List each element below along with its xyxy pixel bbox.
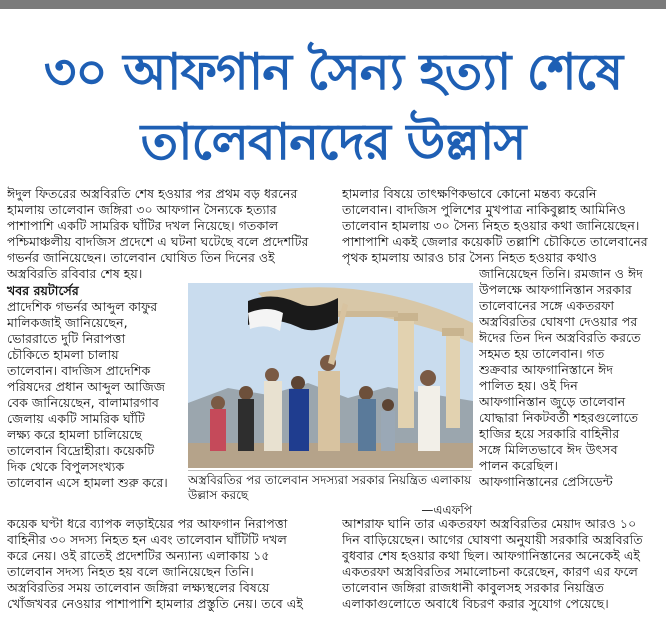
text-line: দিক থেকে বিপুলসংখ্যক (7, 459, 125, 474)
text-line: সঙ্গে মিলিতভাবে ঈদ উৎসব (479, 442, 618, 457)
text-line: চৌকিতে হামলা চালায় (7, 347, 119, 362)
right-bottom-paragraph (342, 516, 660, 612)
text-line: ঈদুল ফিতরের অস্ত্রবিরতি শেষ হওয়ার পর প্রথম বড় ধরনের (7, 186, 298, 201)
text-line: এলাকাগুলোতে অবাধে বিচরণ করার সুযোগ পেয়েছে। (342, 596, 609, 611)
right-top-paragraph (342, 186, 660, 266)
photo-caption (188, 470, 472, 518)
text-line: করে নেয়। ওই রাতেই প্রদেশটির অন্যান্য এলাকায় ১৫ (7, 548, 270, 563)
text-line: লক্ষ্য করে হামলা চালিয়েছে (7, 427, 142, 442)
text-line: পরিষদের প্রধান আব্দুল আজিজ (7, 379, 166, 394)
text-line: গভর্নর জানিয়েছেন। তালেবান ঘোষিত তিন দিনের ওই (7, 250, 275, 265)
text-line: পৃথক হামলায় আরও চার সৈন্য নিহত হওয়ার কথাও (342, 250, 598, 265)
left-bottom-paragraph (7, 516, 325, 612)
text-line: বেক জানিয়েছেন, বালামারগাব (7, 395, 159, 410)
text-line: হামলার বিষয়ে তাৎক্ষণিকভাবে কোনো মন্তব্য করেনি (342, 186, 597, 201)
left-narrow-column (7, 299, 183, 491)
text-line: প্রাদেশিক গভর্নর আব্দুল কাফুর (7, 299, 158, 314)
left-top-paragraph (7, 186, 325, 282)
text-line: আফগানিস্তান জুড়ে তালেবান (479, 394, 626, 409)
text-line: যোদ্ধারা নিকটবর্তী শহরগুলোতে (479, 410, 639, 425)
headline-line-2: তালেবানদের উল্লাস (140, 113, 526, 171)
text-line: পালন করেছিল। (479, 458, 559, 473)
text-line: পাশাপাশি একটি সামরিক ঘাঁটির দখল নিয়েছে। গতকাল (7, 218, 279, 233)
text-line: হামলায় তালেবান জঙ্গিরা ৩০ আফগান সৈন্যকে হত্যার (7, 202, 277, 217)
text-line: বুধবার শেষ হওয়ার কথা ছিল। আফগানিস্তানের অনেকেই এই (342, 548, 640, 563)
text-line: ভোররাতে দুটি নিরাপত্তা (7, 331, 126, 346)
text-line: শুক্রবার আফগানিস্তানে ঈদ (479, 362, 614, 377)
right-narrow-column (479, 266, 659, 490)
text-line: খোঁজখবর নেওয়ার পাশাপাশি হামলার প্রস্তুতি নেয়। তবে এই (7, 596, 303, 611)
text-line: একতরফা অস্ত্রবিরতির সমালোচনা করেছেন, কারণ এর ফলে (342, 564, 638, 579)
byline: খবর রয়টার্সের (7, 283, 79, 298)
text-line: অস্ত্রবিরতি রবিবার শেষ হয়। (7, 266, 143, 281)
text-line: তালেবান এসে হামলা শুরু করে। (7, 475, 168, 490)
text-line: সহমত হয় তালেবান। গত (479, 346, 605, 361)
text-line: পশ্চিমাঞ্চলীয় বাদজিস প্রদেশে এ ঘটনা ঘটেছে বলে প্রদেশটির (7, 234, 309, 249)
caption-text: অস্ত্রবিরতির পর তালেবান সদস্যরা সরকার নিয়ন্ত্রিত এলাকায় উল্লাস করছে (188, 473, 472, 502)
text-line: তালেবান। বাদজিস পুলিশের মুখপাত্র নাকিবুল্লাহ আমিনিও (342, 202, 626, 217)
news-photo (188, 283, 473, 468)
text-line: ঈদের তিন দিন অস্ত্রবিরতি করতে (479, 330, 641, 345)
text-line: তালেবান। বাদজিস প্রাদেশিক (7, 363, 151, 378)
text-line: তালেবান বিদ্রোহীরা। কয়েকটি (7, 443, 155, 458)
text-line: জেলায় একটি সামরিক ঘাঁটি (7, 411, 145, 426)
text-line: অস্ত্রবিরতির সময় তালেবান জঙ্গিরা লক্ষ্যস্থলের বিষয়ে (7, 580, 270, 595)
text-line: আফগানিস্তানের প্রেসিডেন্ট (479, 474, 613, 489)
text-line: আশরাফ ঘানি তার একতরফা অস্ত্রবিরতির মেয়াদ আরও ১০ (342, 516, 637, 531)
text-line: পালিত হয়। ওই দিন (479, 378, 578, 393)
text-line: তালেবান সদস্য নিহত হয় বলে জানিয়েছেন তিনি। (7, 564, 254, 579)
text-line: দিন বাড়িয়েছেন। আগের ঘোষণা অনুযায়ী সরকারি অস্ত্রবিরতি (342, 532, 643, 547)
text-line: কয়েক ঘণ্টা ধরে ব্যাপক লড়াইয়ের পর আফগান নিরাপত্তা (7, 516, 288, 531)
text-line: পাশাপাশি একই জেলার কয়েকটি তল্লাশি চৌকিতে তালেবানের (342, 234, 648, 249)
text-line: মালিকজাই জানিয়েছেন, (7, 315, 128, 330)
text-line: তালেবান জঙ্গিরা রাজধানী কাবুলসহ সরকার নিয়ন্ত্রিত (342, 580, 604, 595)
headline-line-1: ৩০ আফগান সৈন্য হত্যা শেষে (43, 43, 623, 101)
text-line: তালেবান হামলায় ৩০ সৈন্য নিহত হওয়ার কথা জানিয়েছেন। (342, 218, 640, 233)
text-line: তালেবানের সঙ্গে একতরফা (479, 298, 615, 313)
text-line: হাজির হয়ে সরকারি বাহিনীর (479, 426, 620, 441)
text-line: জানিয়েছেন তিনি। রমজান ও ঈদ (479, 266, 643, 281)
top-border (0, 0, 666, 9)
text-line: উপলক্ষে আফগানিস্তান সরকার (479, 282, 632, 297)
text-line: বাহিনীর ৩০ সদস্য নিহত হন এবং তালেবান ঘাঁটিটি দখল (7, 532, 287, 547)
text-line: অস্ত্রবিরতির ঘোষণা দেওয়ার পর (479, 314, 638, 329)
photo-credit: —এএফপি (421, 503, 472, 517)
